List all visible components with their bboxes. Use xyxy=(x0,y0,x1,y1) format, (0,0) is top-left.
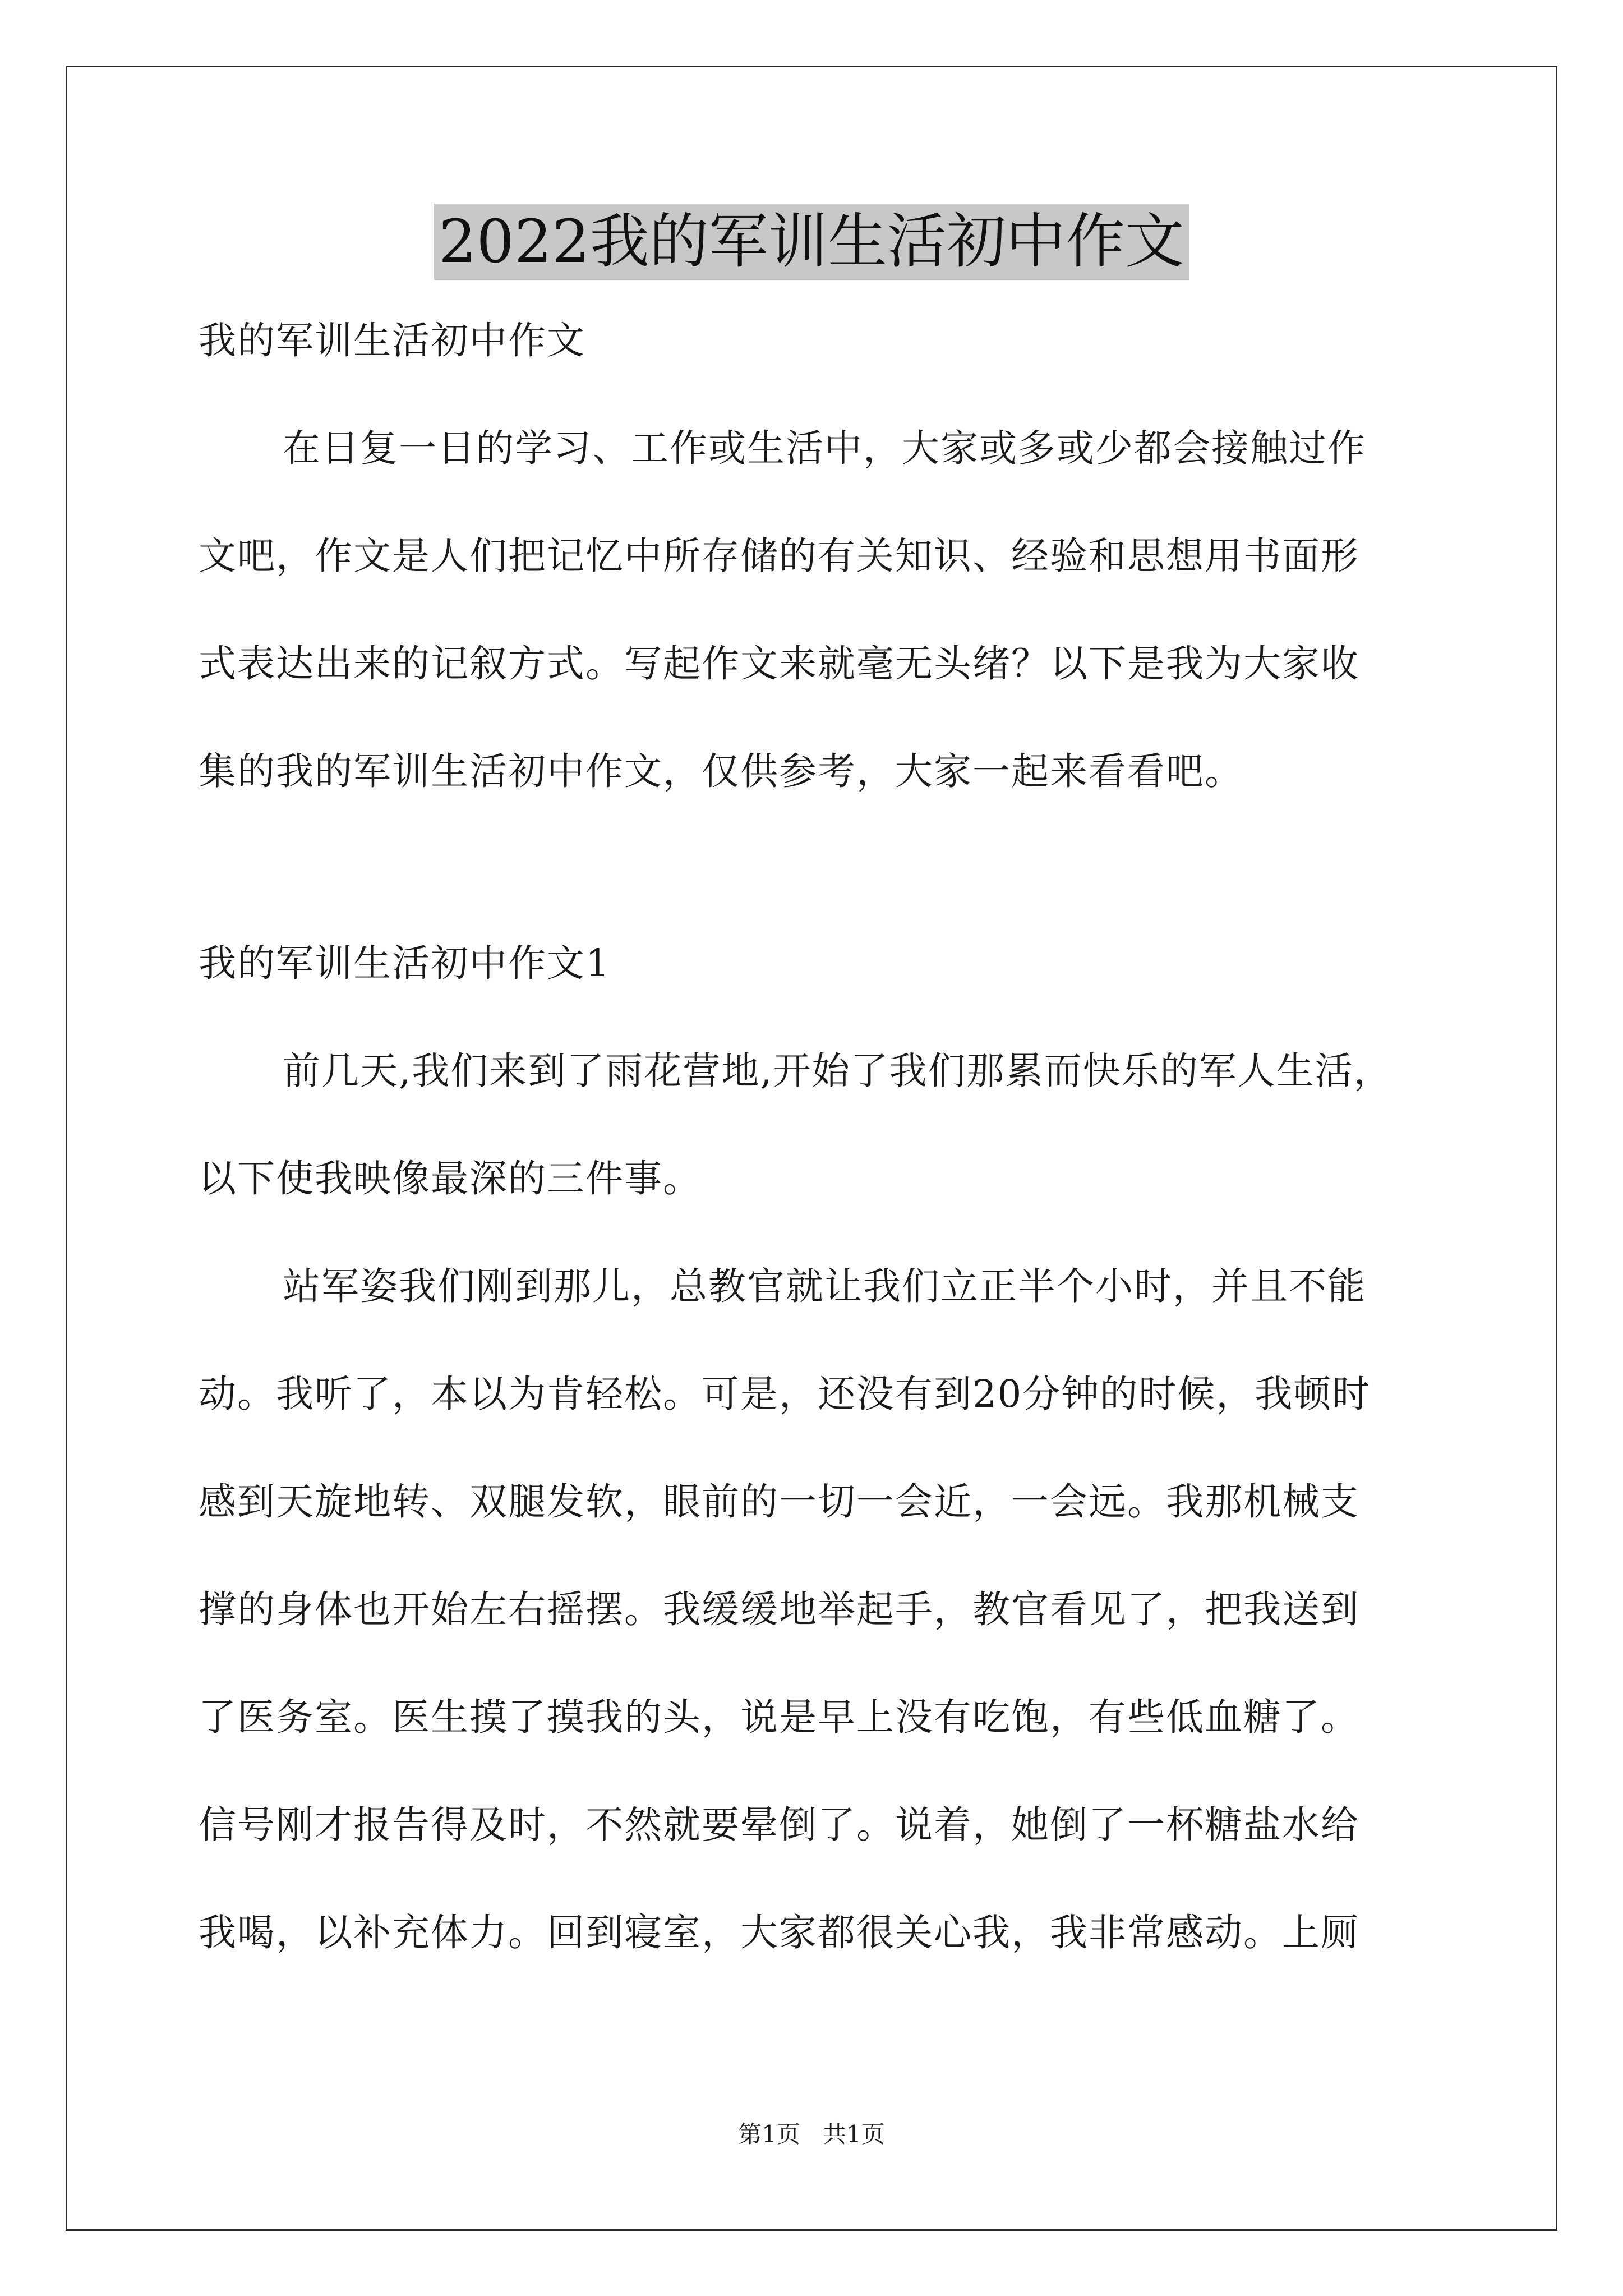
paragraph-line: 了医务室。医生摸了摸我的头，说是早上没有吃饱，有些低血糖了。 xyxy=(199,1695,1359,1739)
paragraph-line: 式表达出来的记叙方式。写起作文来就毫无头绪？以下是我为大家收 xyxy=(199,642,1359,685)
page-number: 第1页 xyxy=(738,2120,800,2148)
page-footer xyxy=(0,2119,1623,2150)
paragraph-line: 感到天旋地转、双腿发软，眼前的一切一会近，一会远。我那机械支 xyxy=(199,1480,1359,1524)
title-container xyxy=(0,204,1623,280)
paragraph-line: 动。我听了，本以为肯轻松。可是，还没有到20分钟的时候，我顿时 xyxy=(199,1372,1371,1416)
section-spacer xyxy=(199,857,1432,941)
document-body xyxy=(199,319,1432,2018)
paragraph-line: 文吧，作文是人们把记忆中所存储的有关知识、经验和思想用书面形 xyxy=(199,534,1359,578)
paragraph-line: 站军姿我们刚到那儿，总教官就让我们立正半个小时，并且不能 xyxy=(283,1264,1366,1308)
paragraph-line: 前几天,我们来到了雨花营地,开始了我们那累而快乐的军人生活， xyxy=(283,1049,1393,1093)
section-heading: 我的军训生活初中作文 xyxy=(199,319,585,362)
section-heading: 我的军训生活初中作文1 xyxy=(199,941,611,985)
paragraph-line: 撑的身体也开始左右摇摆。我缓缓地举起手，教官看见了，把我送到 xyxy=(199,1588,1359,1631)
paragraph-line: 我喝，以补充体力。回到寝室，大家都很关心我，我非常感动。上厕 xyxy=(199,1911,1359,1954)
page-total: 共1页 xyxy=(823,2120,885,2148)
paragraph-line: 以下使我映像最深的三件事。 xyxy=(199,1157,702,1200)
document-title: 2022我的军训生活初中作文 xyxy=(434,204,1189,280)
paragraph-line: 在日复一日的学习、工作或生活中，大家或多或少都会接触过作 xyxy=(283,426,1366,470)
paragraph-line: 集的我的军训生活初中作文，仅供参考，大家一起来看看吧。 xyxy=(199,749,1243,793)
paragraph-line: 信号刚才报告得及时，不然就要晕倒了。说着，她倒了一杯糖盐水给 xyxy=(199,1803,1359,1847)
